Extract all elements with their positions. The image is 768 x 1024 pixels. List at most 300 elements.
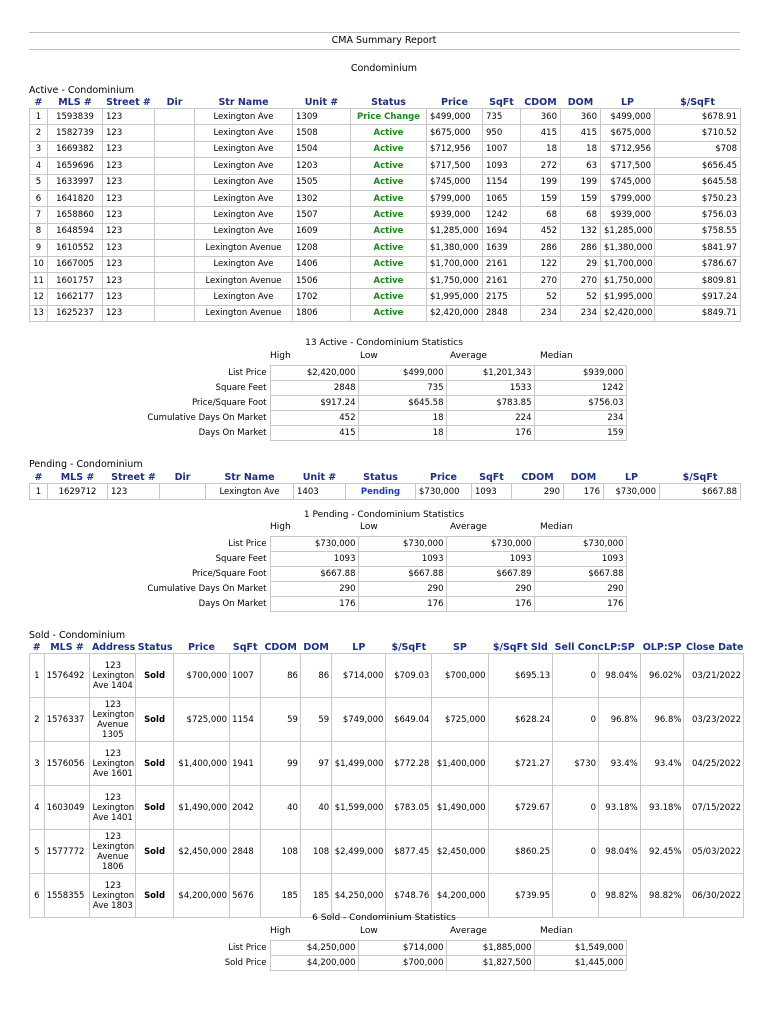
table-cell: 270 xyxy=(521,272,561,288)
stats-value: $667.88 xyxy=(358,567,446,582)
stats-column-header: Average xyxy=(450,522,487,532)
table-cell: 1406 xyxy=(293,256,351,272)
table-cell: $2,420,000 xyxy=(427,305,483,321)
table-cell: 1601757 xyxy=(48,272,103,288)
table-cell: 0 xyxy=(553,654,599,698)
table-cell xyxy=(155,190,195,206)
stats-value: 1533 xyxy=(446,381,534,396)
table-cell: 123 xyxy=(103,190,155,206)
column-header: MLS # xyxy=(60,472,95,483)
table-cell: 1629712 xyxy=(48,484,108,500)
table-cell: $708 xyxy=(655,141,741,157)
status-badge: Active xyxy=(351,223,427,239)
table-cell: 132 xyxy=(561,223,601,239)
table-cell: 1576056 xyxy=(44,742,90,786)
stats-value: 290 xyxy=(446,582,534,597)
table-cell: $730,000 xyxy=(416,484,472,500)
stats-value: 234 xyxy=(534,411,626,426)
stats-row xyxy=(100,567,626,582)
table-cell: 1669382 xyxy=(48,141,103,157)
stats-label: Cumulative Days On Market xyxy=(147,584,267,594)
table-cell: 11 xyxy=(30,272,48,288)
table-cell: 93.4% xyxy=(599,742,641,786)
column-header: $/SqFt xyxy=(391,642,427,653)
status-badge: Active xyxy=(351,158,427,174)
status-badge: Active xyxy=(351,141,427,157)
stats-value: 735 xyxy=(358,381,446,396)
stats-value: $730,000 xyxy=(358,537,446,552)
stats-table xyxy=(100,940,627,971)
table-cell: 1609 xyxy=(293,223,351,239)
table-cell: 1576492 xyxy=(44,654,90,698)
table-cell: Lexington Ave xyxy=(195,190,293,206)
title-rule xyxy=(29,49,740,50)
table-cell: 1558355 xyxy=(44,874,90,918)
table-cell: $2,450,000 xyxy=(432,830,488,874)
table-cell: 286 xyxy=(561,240,601,256)
report-subtitle: Condominium xyxy=(350,63,418,74)
table-cell: $1,490,000 xyxy=(432,786,488,830)
column-header: Str Name xyxy=(218,97,269,108)
stats-column-header: Average xyxy=(450,351,487,361)
table-cell: $499,000 xyxy=(427,109,483,125)
column-header: Unit # xyxy=(304,97,339,108)
table-cell: 360 xyxy=(561,109,601,125)
table-row xyxy=(30,305,741,321)
column-header: Sell Conc xyxy=(554,642,604,653)
stats-column-header: Low xyxy=(360,522,378,532)
table-cell: 1154 xyxy=(230,698,261,742)
column-header: Street # xyxy=(111,472,156,483)
stats-row xyxy=(100,426,626,441)
column-header: LP:SP xyxy=(604,642,635,653)
table-cell: 96.8% xyxy=(599,698,641,742)
table-row xyxy=(30,190,741,206)
table-cell: $712,956 xyxy=(601,141,655,157)
table-cell: 99 xyxy=(261,742,301,786)
table-cell: 03/23/2022 xyxy=(684,698,744,742)
table-cell: 1702 xyxy=(293,289,351,305)
table-cell: 185 xyxy=(261,874,301,918)
table-cell: 1 xyxy=(30,484,48,500)
table-cell: 5 xyxy=(30,830,45,874)
table-cell: $678.91 xyxy=(655,109,741,125)
table-row xyxy=(30,207,741,223)
stats-value: $1,201,343 xyxy=(446,366,534,381)
table-cell: 1576337 xyxy=(44,698,90,742)
stats-value: $499,000 xyxy=(358,366,446,381)
column-header: # xyxy=(34,97,43,108)
table-cell: $656.45 xyxy=(655,158,741,174)
table-cell: 13 xyxy=(30,305,48,321)
table-cell: 123 xyxy=(103,125,155,141)
table-cell: 4 xyxy=(30,158,48,174)
table-cell: 5 xyxy=(30,174,48,190)
column-header: Close Date xyxy=(685,642,744,653)
table-cell: $725,000 xyxy=(173,698,229,742)
report-title: CMA Summary Report xyxy=(331,35,437,46)
table-cell: 1641820 xyxy=(48,190,103,206)
table-cell: 1507 xyxy=(293,207,351,223)
table-row xyxy=(30,174,741,190)
table-cell: 86 xyxy=(300,654,331,698)
table-cell: $772.28 xyxy=(386,742,432,786)
stats-value: $730,000 xyxy=(270,537,358,552)
table-cell: $739.95 xyxy=(488,874,553,918)
table-cell: 93.18% xyxy=(640,786,684,830)
column-header: SqFt xyxy=(232,642,258,653)
table-cell: $730,000 xyxy=(604,484,660,500)
table-cell: 92.45% xyxy=(640,830,684,874)
stats-value: 1093 xyxy=(534,552,626,567)
column-header: OLP:SP xyxy=(642,642,682,653)
stats-value: 2848 xyxy=(270,381,358,396)
table-cell: $499,000 xyxy=(601,109,655,125)
table-cell: 52 xyxy=(521,289,561,305)
table-cell: 1508 xyxy=(293,125,351,141)
table-cell: $1,750,000 xyxy=(427,272,483,288)
table-cell: $1,380,000 xyxy=(601,240,655,256)
column-header: CDOM xyxy=(264,642,297,653)
stats-value: $783.85 xyxy=(446,396,534,411)
stats-row xyxy=(100,411,626,426)
table-cell: 59 xyxy=(261,698,301,742)
table-cell: 1 xyxy=(30,654,45,698)
table-cell: $1,750,000 xyxy=(601,272,655,288)
status-badge: Sold xyxy=(136,698,174,742)
table-cell: $1,700,000 xyxy=(427,256,483,272)
table-cell: 1603049 xyxy=(44,786,90,830)
table-cell: 10 xyxy=(30,256,48,272)
table-cell: $714,000 xyxy=(332,654,386,698)
table-cell: 286 xyxy=(521,240,561,256)
table-row xyxy=(30,484,741,500)
stats-value: 290 xyxy=(534,582,626,597)
column-header: Price xyxy=(430,472,457,483)
table-cell: 159 xyxy=(521,190,561,206)
table-row xyxy=(30,830,744,874)
table-cell: 1242 xyxy=(483,207,521,223)
table-cell: Lexington Ave xyxy=(195,207,293,223)
table-cell: $712,956 xyxy=(427,141,483,157)
table-cell: $1,700,000 xyxy=(601,256,655,272)
table-cell: $799,000 xyxy=(427,190,483,206)
table-cell: Lexington Ave xyxy=(195,109,293,125)
table-cell: $2,420,000 xyxy=(601,305,655,321)
table-cell: $745,000 xyxy=(601,174,655,190)
column-header: $/SqFt xyxy=(680,97,715,108)
stats-column-header: Average xyxy=(450,926,487,936)
stats-label: Price/Square Foot xyxy=(191,398,267,408)
table-cell: 40 xyxy=(261,786,301,830)
table-cell: $1,995,000 xyxy=(601,289,655,305)
table-cell: $860.25 xyxy=(488,830,553,874)
status-badge: Active xyxy=(351,125,427,141)
table-cell: 122 xyxy=(521,256,561,272)
table-cell: $628.24 xyxy=(488,698,553,742)
stats-value: $1,549,000 xyxy=(534,941,626,956)
table-cell: 1694 xyxy=(483,223,521,239)
stats-value: 176 xyxy=(534,597,626,612)
table-cell: 735 xyxy=(483,109,521,125)
table-cell: 8 xyxy=(30,223,48,239)
column-header: MLS # xyxy=(58,97,92,108)
table-cell: 2 xyxy=(30,698,45,742)
column-header: Status xyxy=(371,97,406,108)
table-cell: 123 xyxy=(108,484,160,500)
table-cell: $645.58 xyxy=(655,174,741,190)
column-header: Street # xyxy=(106,97,151,108)
table-cell: 1941 xyxy=(230,742,261,786)
table-cell: 290 xyxy=(512,484,564,500)
stats-row xyxy=(100,366,626,381)
stats-value: $917.24 xyxy=(270,396,358,411)
table-cell xyxy=(155,240,195,256)
table-cell: Lexington Ave xyxy=(195,158,293,174)
table-header-row xyxy=(30,642,744,654)
address-cell: 123 Lexington Ave 1404 xyxy=(90,654,136,698)
stats-row xyxy=(100,552,626,567)
status-badge: Active xyxy=(351,289,427,305)
address-cell: 123 Lexington Avenue 1305 xyxy=(90,698,136,742)
table-cell: 6 xyxy=(30,874,45,918)
table-cell: 123 xyxy=(103,207,155,223)
table-cell: 2848 xyxy=(230,830,261,874)
stats-value: $667.88 xyxy=(534,567,626,582)
table-cell: 950 xyxy=(483,125,521,141)
table-cell: 1633997 xyxy=(48,174,103,190)
stats-value: $714,000 xyxy=(358,941,446,956)
table-cell: $1,285,000 xyxy=(601,223,655,239)
table-cell: 2161 xyxy=(483,256,521,272)
table-cell: Lexington Ave xyxy=(195,289,293,305)
table-cell xyxy=(155,305,195,321)
table-cell: Lexington Ave xyxy=(195,223,293,239)
table-cell: $717,500 xyxy=(427,158,483,174)
table-cell: $730 xyxy=(553,742,599,786)
column-header: LP xyxy=(624,472,639,483)
active-section-label: Active - Condominium xyxy=(29,85,134,96)
table-cell: $695.13 xyxy=(488,654,553,698)
status-badge: Pending xyxy=(346,484,416,500)
table-cell: $4,200,000 xyxy=(173,874,229,918)
active-stats-title: 13 Active - Condominium Statistics xyxy=(305,338,463,348)
table-cell xyxy=(155,256,195,272)
stats-row xyxy=(100,381,626,396)
table-cell: Lexington Ave xyxy=(195,174,293,190)
table-cell: 3 xyxy=(30,141,48,157)
table-cell: 1154 xyxy=(483,174,521,190)
table-cell: 1309 xyxy=(293,109,351,125)
stats-value: $730,000 xyxy=(446,537,534,552)
table-cell: 07/15/2022 xyxy=(684,786,744,830)
table-row xyxy=(30,272,741,288)
address-cell: 123 Lexington Avenue 1806 xyxy=(90,830,136,874)
stats-value: 415 xyxy=(270,426,358,441)
table-header-row xyxy=(30,472,741,484)
table-cell: 0 xyxy=(553,874,599,918)
column-header: MLS # xyxy=(50,642,84,653)
table-cell: Lexington Ave xyxy=(195,256,293,272)
table-row xyxy=(30,125,741,141)
table-cell: 1625237 xyxy=(48,305,103,321)
table-cell: 2848 xyxy=(483,305,521,321)
column-header: # xyxy=(32,642,41,653)
table-cell: $717,500 xyxy=(601,158,655,174)
table-cell: Lexington Ave xyxy=(206,484,294,500)
stats-label: List Price xyxy=(228,943,267,953)
stats-value: $730,000 xyxy=(534,537,626,552)
table-cell: 2 xyxy=(30,125,48,141)
table-cell: $1,285,000 xyxy=(427,223,483,239)
table-cell: $729.67 xyxy=(488,786,553,830)
table-cell: 40 xyxy=(300,786,331,830)
stats-column-header: High xyxy=(270,351,291,361)
table-cell: 18 xyxy=(521,141,561,157)
address-cell: 123 Lexington Ave 1401 xyxy=(90,786,136,830)
table-cell: $1,490,000 xyxy=(173,786,229,830)
table-cell: $756.03 xyxy=(655,207,741,223)
stats-value: $667.89 xyxy=(446,567,534,582)
table-cell: 270 xyxy=(561,272,601,288)
table-cell: 199 xyxy=(561,174,601,190)
table-cell: $809.81 xyxy=(655,272,741,288)
table-cell: 123 xyxy=(103,158,155,174)
table-cell: 1504 xyxy=(293,141,351,157)
table-cell xyxy=(160,484,206,500)
table-cell: 1007 xyxy=(230,654,261,698)
table-cell: $748.76 xyxy=(386,874,432,918)
table-cell: $1,599,000 xyxy=(332,786,386,830)
table-cell xyxy=(155,174,195,190)
table-cell: 98.82% xyxy=(599,874,641,918)
column-header: Price xyxy=(187,642,215,653)
table-cell: 06/30/2022 xyxy=(684,874,744,918)
table-cell: $675,000 xyxy=(601,125,655,141)
table-cell xyxy=(155,272,195,288)
table-cell: $649.04 xyxy=(386,698,432,742)
table-cell: $2,499,000 xyxy=(332,830,386,874)
stats-row xyxy=(100,956,626,971)
table-cell: $700,000 xyxy=(432,654,488,698)
stats-value: 290 xyxy=(270,582,358,597)
table-cell: 1302 xyxy=(293,190,351,206)
table-cell: $1,499,000 xyxy=(332,742,386,786)
stats-value: 176 xyxy=(270,597,358,612)
table-cell: 1662177 xyxy=(48,289,103,305)
stats-value: $645.58 xyxy=(358,396,446,411)
table-cell: $917.24 xyxy=(655,289,741,305)
stats-row xyxy=(100,396,626,411)
table-cell xyxy=(155,109,195,125)
stats-column-header: High xyxy=(270,522,291,532)
table-cell: $675,000 xyxy=(427,125,483,141)
table-cell: 4 xyxy=(30,786,45,830)
status-badge: Active xyxy=(351,190,427,206)
table-cell: 272 xyxy=(521,158,561,174)
column-header: $/SqFt Sld xyxy=(492,642,548,653)
table-cell: 123 xyxy=(103,141,155,157)
table-cell: 1610552 xyxy=(48,240,103,256)
status-badge: Price Change xyxy=(351,109,427,125)
column-header: CDOM xyxy=(521,472,554,483)
stats-label: List Price xyxy=(228,368,267,378)
table-cell: 5676 xyxy=(230,874,261,918)
sold-section-label: Sold - Condominium xyxy=(29,630,126,641)
status-badge: Sold xyxy=(136,742,174,786)
table-cell: Lexington Ave xyxy=(195,125,293,141)
top-rule xyxy=(29,32,740,33)
table-row xyxy=(30,698,744,742)
table-cell: $709.03 xyxy=(386,654,432,698)
table-cell: 123 xyxy=(103,174,155,190)
table-cell: Lexington Ave xyxy=(195,141,293,157)
table-cell: $1,400,000 xyxy=(432,742,488,786)
table-row xyxy=(30,874,744,918)
table-cell: 1658860 xyxy=(48,207,103,223)
status-badge: Active xyxy=(351,240,427,256)
table-cell: 7 xyxy=(30,207,48,223)
column-header: Unit # xyxy=(302,472,337,483)
table-cell: 123 xyxy=(103,289,155,305)
table-cell: 123 xyxy=(103,305,155,321)
table-cell: 0 xyxy=(553,786,599,830)
pending-listings-table xyxy=(29,472,741,500)
table-cell: 1582739 xyxy=(48,125,103,141)
table-cell: 04/25/2022 xyxy=(684,742,744,786)
table-cell: 93.18% xyxy=(599,786,641,830)
table-row xyxy=(30,141,741,157)
stats-label: Price/Square Foot xyxy=(191,569,267,579)
table-cell: $749,000 xyxy=(332,698,386,742)
stats-value: $1,445,000 xyxy=(534,956,626,971)
column-header: CDOM xyxy=(524,97,557,108)
table-cell: $799,000 xyxy=(601,190,655,206)
table-cell: 0 xyxy=(553,698,599,742)
table-cell: 12 xyxy=(30,289,48,305)
table-cell: $877.45 xyxy=(386,830,432,874)
table-cell: 1007 xyxy=(483,141,521,157)
table-cell: 1065 xyxy=(483,190,521,206)
status-badge: Active xyxy=(351,174,427,190)
column-header: DOM xyxy=(567,97,594,108)
stats-row xyxy=(100,537,626,552)
table-cell: 98.04% xyxy=(599,830,641,874)
table-cell: 1403 xyxy=(294,484,346,500)
stats-value: $667.88 xyxy=(270,567,358,582)
column-header: Address xyxy=(91,642,136,653)
table-cell: 234 xyxy=(561,305,601,321)
table-cell: 1593839 xyxy=(48,109,103,125)
table-cell: $1,995,000 xyxy=(427,289,483,305)
stats-row xyxy=(100,582,626,597)
stats-table xyxy=(100,365,627,441)
column-header: DOM xyxy=(570,472,597,483)
table-cell: 1506 xyxy=(293,272,351,288)
stats-row xyxy=(100,597,626,612)
table-cell: $1,400,000 xyxy=(173,742,229,786)
table-cell: 1093 xyxy=(472,484,512,500)
table-row xyxy=(30,654,744,698)
stats-value: 1093 xyxy=(446,552,534,567)
stats-value: $2,420,000 xyxy=(270,366,358,381)
stats-label: Sold Price xyxy=(224,958,267,968)
table-cell: 123 xyxy=(103,272,155,288)
table-row xyxy=(30,786,744,830)
stats-value: 176 xyxy=(446,597,534,612)
table-cell: 1093 xyxy=(483,158,521,174)
address-cell: 123 Lexington Ave 1601 xyxy=(90,742,136,786)
